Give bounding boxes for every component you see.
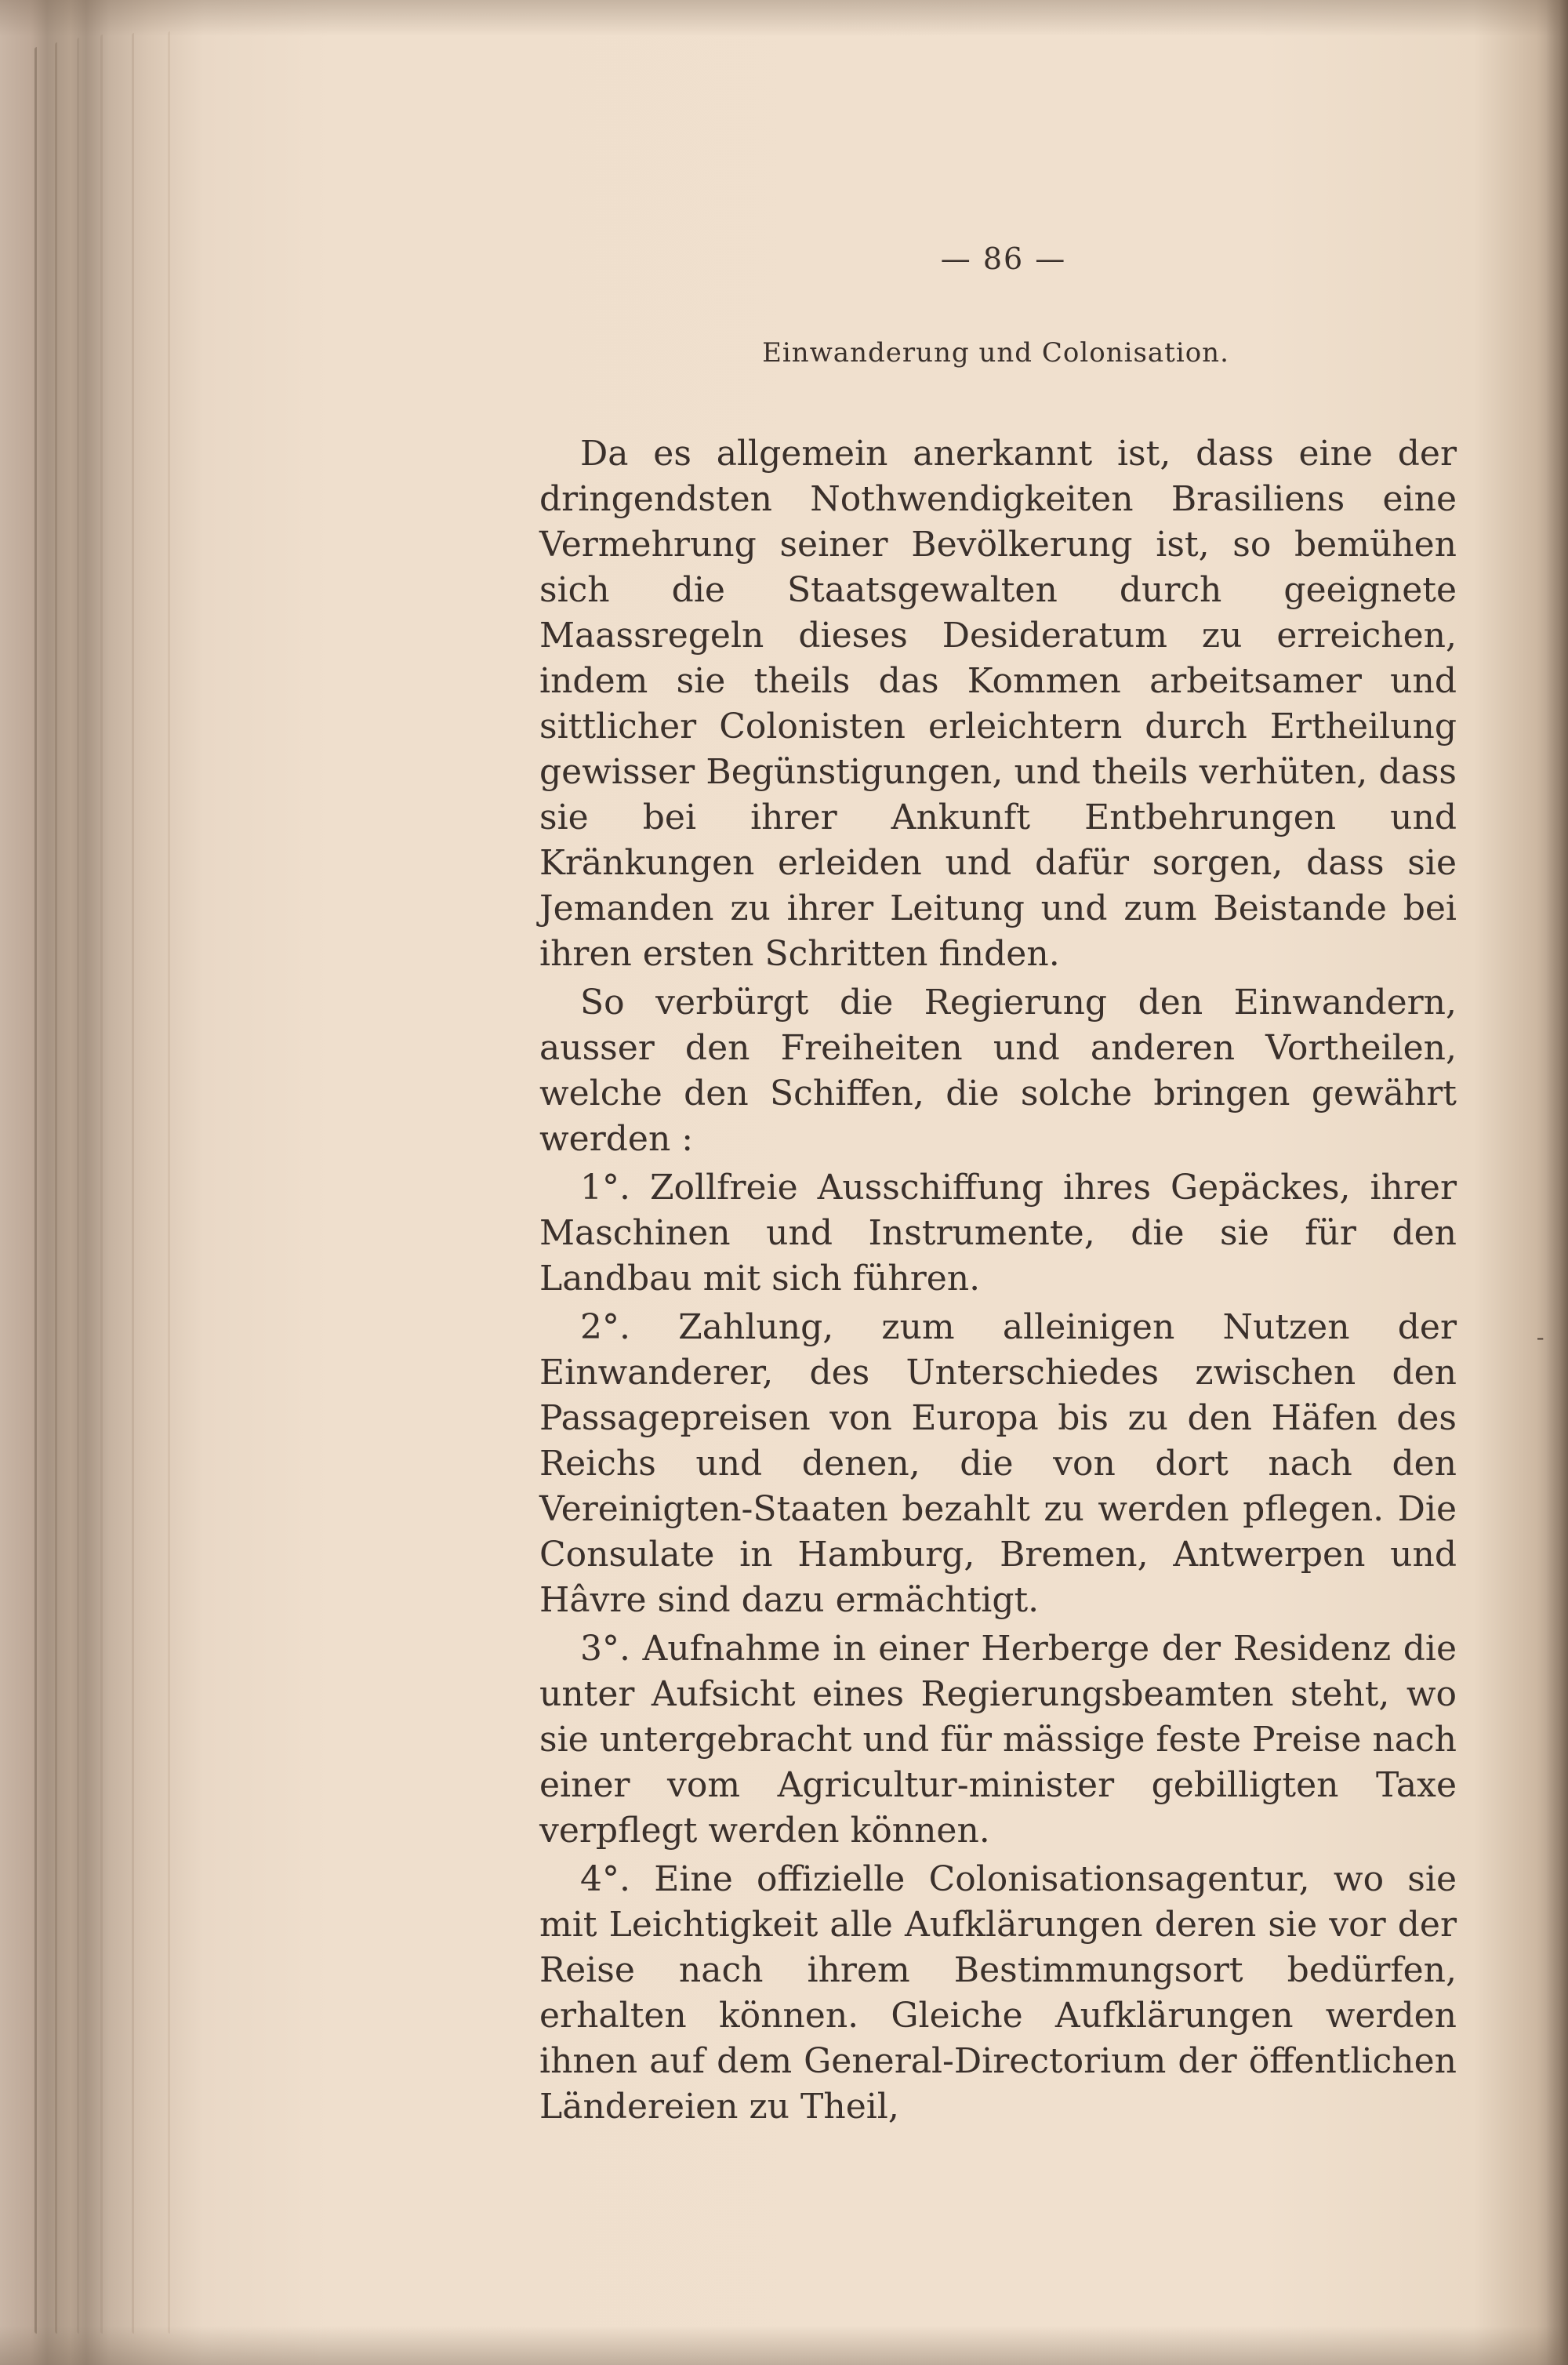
page-stack-edge xyxy=(132,33,134,2334)
paragraph-item-4: 4°. Eine offizielle Colonisationsagentur, wo sie mit Leichtigkeit alle Aufklärungen deren sie vor der Reise nach ihrem Bestimmungsort bedürfen, erhalten können. Gleiche Aufklärungen werden ihnen auf dem General-Directorium der öffentlichen Ländereien zu Theil, xyxy=(539,1859,1457,2127)
page-shadow-bottom xyxy=(0,2326,1568,2365)
paragraph-item-1: 1°. Zollfreie Ausschiffung ihres Gepäckes, ihrer Maschinen und Instrumente, die sie für den Landbau mit sich führen. xyxy=(539,1168,1457,1299)
paragraph-guarantees: So verbürgt die Regierung den Einwandern, ausser den Freiheiten und anderen Vortheilen, welche den Schiffen, die solche bringen gewährt werden : xyxy=(539,983,1457,1159)
body-text xyxy=(539,431,1457,2130)
paragraph-item-2: 2°. Zahlung, zum alleinigen Nutzen der Einwanderer, des Unterschiedes zwischen den Passagepreisen von Europa bis zu den Häfen des Reichs und denen, die von dort nach den Vereinigten-Staaten bezahlt zu werden pflegen. Die Consulate in Hamburg, Bremen, Antwerpen und Hâvre sind dazu ermächtigt. xyxy=(539,1307,1457,1620)
page-stack-edge xyxy=(100,35,103,2334)
page-stack-edge xyxy=(77,38,79,2334)
page-number: — 86 — xyxy=(940,242,1067,276)
page-shadow-right xyxy=(1546,0,1568,2365)
page-stack-edge xyxy=(34,47,37,2334)
paragraph-item-3: 3°. Aufnahme in einer Herberge der Residenz die unter Aufsicht eines Regierungsbeamten steht, wo sie untergebracht und für mässige feste Preise nach einer vom Agricultur-minister gebilligten Taxe verpflegt werden können. xyxy=(539,1629,1457,1851)
section-heading: Einwanderung und Colonisation. xyxy=(762,337,1229,369)
margin-mark: - xyxy=(1537,1325,1544,1350)
page-shadow-top xyxy=(0,0,1568,36)
page-stack-edge xyxy=(55,42,57,2334)
paragraph-intro: Da es allgemein anerkannt ist, dass eine der dringendsten Nothwendigkeiten Brasiliens eine Vermehrung seiner Bevölkerung ist, so bemühen sich die Staatsgewalten durch geeignete Maassregeln dieses Desideratum zu erreichen, indem sie theils das Kommen arbeitsamer und sittlicher Colonisten erleichtern durch Ertheilung gewisser Begünstigungen, und theils verhüten, dass sie bei ihrer Ankunft Entbehrungen und Kränkungen erleiden und dafür sorgen, dass sie Jemanden zu ihrer Leitung und zum Beistande bei ihren ersten Schritten finden. xyxy=(539,434,1457,974)
page-stack-edge xyxy=(168,31,170,2334)
